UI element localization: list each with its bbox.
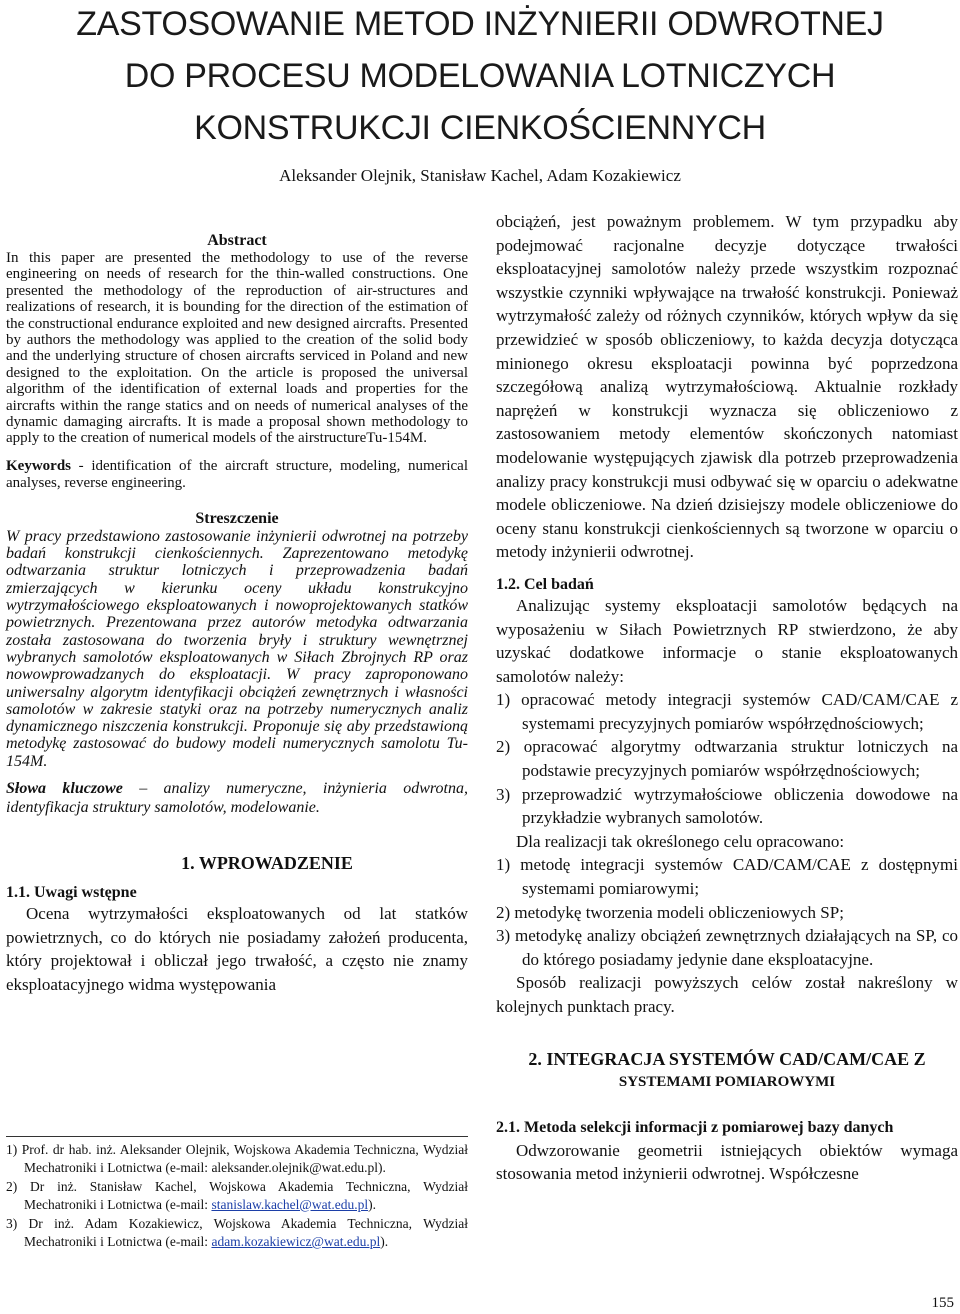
right-paragraph-4: Sposób realizacji powyższych celów został nakreślony w kolejnych punktach pracy. <box>496 973 958 1016</box>
right-paragraph-2: Analizując systemy eksploatacji samolotów będących na wyposażeniu w Siłach Powietrznych RP stwierdzono, że aby uzyskać dodatkowe informacje o stanie eksploatowanych samolotów należy: <box>496 595 958 686</box>
streszczenie-text: W pracy przedstawiono zastosowanie inżynierii odwrotnej na potrzeby badań konstrukcji cienkościennych. Zaprezentowano metodykę odtwarzania struktur lotniczych i przeprowadzenia badań zmierzających w kierunku oceny układu konstrukcyjno wytrzymałościowego eksploatowanych i nowoprojektowanych statków powietrznych. Prezentowana przez autorów metodyka odtwarzania została zastosowana do tworzenia bryły i struktury wewnętrznej wybranych samolotów eksploatowanych w Siłach Zbrojnych RP oraz nowowprowadzanych do eksploatacji. W pracy zaproponowano uniwersalny algorytm identyfikacji obciążeń zewnętrznych i własności samolotów w zakresie statyki oraz na potrzeby numerycznych analiz dynamicznego niszczenia konstrukcji. Proponuje się aby przedstawioną metodykę zastosować do budowy modeli numerycznych samolotu Tu-154M. <box>6 527 468 770</box>
subsection-1-1-heading: 1.1. Uwagi wstępne <box>6 884 137 902</box>
list-item: 1) metodę integracji systemów CAD/CAM/CAE z dostępnymi systemami pomiarowymi; <box>496 855 958 899</box>
right-column <box>496 210 958 1186</box>
right-paragraph-1: obciążeń, jest poważnym problemem. W tym przypadku aby podejmować racjonalne decyzje dotyczące trwałości eksploatacyjnej samolotów należy przede wszystkim rozpoznać wszystkie czynniki wpływające na trwałość konstrukcji. Ponieważ wytrzymałość zależy od różnych czynników, których wpływ da się przewidzieć w sposób obliczeniowy, to każda decyzja dotycząca minionego okresu eksploatacji powinna być poprzedzona szczegółową analizą wytrzymałościową. Aktualnie rozkłady naprężeń w konstrukcji wyznacza się obliczeniowo z zastosowaniem metody elementów skończonych natomiast modelowanie występujących zjawisk dla potrzeb przeprowadzenia analizy pracy konstrukcji musi odbywać się w oparciu o adekwatne modele obliczeniowe. Na dzień dzisiejszy modele obliczeniowe do oceny stanu konstrukcji cienkościennych są tworzone w oparciu o metody inżynierii odwrotnej. <box>496 212 958 562</box>
section-1-paragraph: Ocena wytrzymałości eksploatowanych od lat statków powietrznych, co do których nie posiadamy założeń producenta, który projektował i obliczał jego trwałość, a często nie znamy eksploatacyjnego widma występowania <box>6 904 468 994</box>
footnote-3 <box>6 1215 468 1250</box>
goals-list <box>496 688 958 830</box>
title-line-3: KONSTRUKCJI CIENKOŚCIENNYCH <box>194 109 766 147</box>
streszczenie-heading: Streszczenie <box>195 509 279 527</box>
section-1-heading: 1. WPROWADZENIE <box>181 853 353 874</box>
slowa-label: Słowa kluczowe <box>6 780 123 798</box>
footnotes <box>6 1136 468 1253</box>
footnote-2-text: 2) Dr inż. Stanisław Kachel, Wojskowa Akademia Techniczna, Wydział Mechatroniki i Lotnictwa (e-mail: <box>6 1179 468 1212</box>
footnote-3-text: 3) Dr inż. Adam Kozakiewicz, Wojskowa Akademia Techniczna, Wydział Mechatroniki i Lotnictwa (e-mail: <box>6 1216 468 1249</box>
abstract-heading: Abstract <box>207 232 267 249</box>
authors: Aleksander Olejnik, Stanisław Kachel, Adam Kozakiewicz <box>279 166 681 185</box>
list-item: 2) opracować algorytmy odtwarzania struktur lotniczych na podstawie precyzyjnych pomiarów współrzędnościowych; <box>496 737 958 781</box>
email-link-kachel[interactable]: stanislaw.kachel@wat.edu.pl <box>211 1196 369 1212</box>
list-item: 3) przeprowadzić wytrzymałościowe obliczenia dowodowe na przykładzie wybranych samolotów. <box>496 784 958 828</box>
right-paragraph-5: Odwzorowanie geometrii istniejących obiektów wymaga stosowania metod inżynierii odwrotnej. Współczesne <box>496 1140 958 1184</box>
list-item: 2) metodykę tworzenia modeli obliczeniowych SP; <box>496 902 844 922</box>
keywords <box>6 458 468 492</box>
keywords-text: - identification of the aircraft structure, modeling, numerical analyses, reverse engineering. <box>6 457 468 491</box>
title-line-1: ZASTOSOWANIE METOD INŻYNIERII ODWROTNEJ <box>76 5 884 43</box>
list-item: 1) opracować metody integracji systemów CAD/CAM/CAE z systemami precyzyjnych pomiarów współrzędnościowych; <box>496 690 958 733</box>
footnote-3-end: ). <box>380 1233 389 1249</box>
footnote-1: 1) Prof. dr hab. inż. Aleksander Olejnik, Wojskowa Akademia Techniczna, Wydział Mechatroniki i Lotnictwa (e-mail: aleksander.olejnik@wat.edu.pl). <box>6 1142 468 1175</box>
list-item: 3) metodykę analizy obciążeń zewnętrznych działających na SP, co do którego posiadamy jedynie dane eksploatacyjne. <box>496 926 958 969</box>
subsection-2-1-heading: 2.1. Metoda selekcji informacji z pomiarowej bazy danych <box>496 1118 894 1136</box>
developed-list <box>496 853 958 971</box>
section-2-heading: 2. INTEGRACJA SYSTEMÓW CAD/CAM/CAE Z <box>528 1048 926 1069</box>
left-column <box>6 232 468 996</box>
section-2-heading-line-2: SYSTEMAMI POMIAROWYMI <box>618 1073 836 1090</box>
email-link-kozakiewicz[interactable]: adam.kozakiewicz@wat.edu.pl <box>211 1233 381 1249</box>
footnote-2-end: ). <box>368 1196 376 1212</box>
right-paragraph-3: Dla realizacji tak określonego celu opracowano: <box>516 831 845 851</box>
subsection-1-2-heading: 1.2. Cel badań <box>496 575 594 593</box>
title-line-2: DO PROCESU MODELOWANIA LOTNICZYCH <box>124 57 836 95</box>
slowa-text: – analizy numeryczne, inżynieria odwrotna, identyfikacja struktury samolotów, modelowanie. <box>6 780 468 817</box>
page-number: 155 <box>931 1295 954 1311</box>
slowa-kluczowe <box>6 779 468 817</box>
footnote-2 <box>6 1178 468 1213</box>
keywords-label: Keywords <box>6 457 71 474</box>
abstract-text: In this paper are presented the methodology to use of the reverse engineering on needs of research for the thin-walled constructions. One presented the methodology of the reproduction of air-structures and realizations of research, it is bounding for the direction of the estimation of the constructional endurance exploited and new designed aircrafts. Presented by authors the methodology was applied to the creation of the solid body and the underlying structure of chosen aircrafts serviced in Poland and new designed to the exploitation. On the article is proposed the universal algorithm of the identification of external loads and properties for the aircrafts within the range statics and on needs of numerical analyses of the dynamic damaging aircrafts. It is made a proposal shown methodology to apply to the creation of numerical models of the airstructureTu-154M. <box>6 250 468 447</box>
